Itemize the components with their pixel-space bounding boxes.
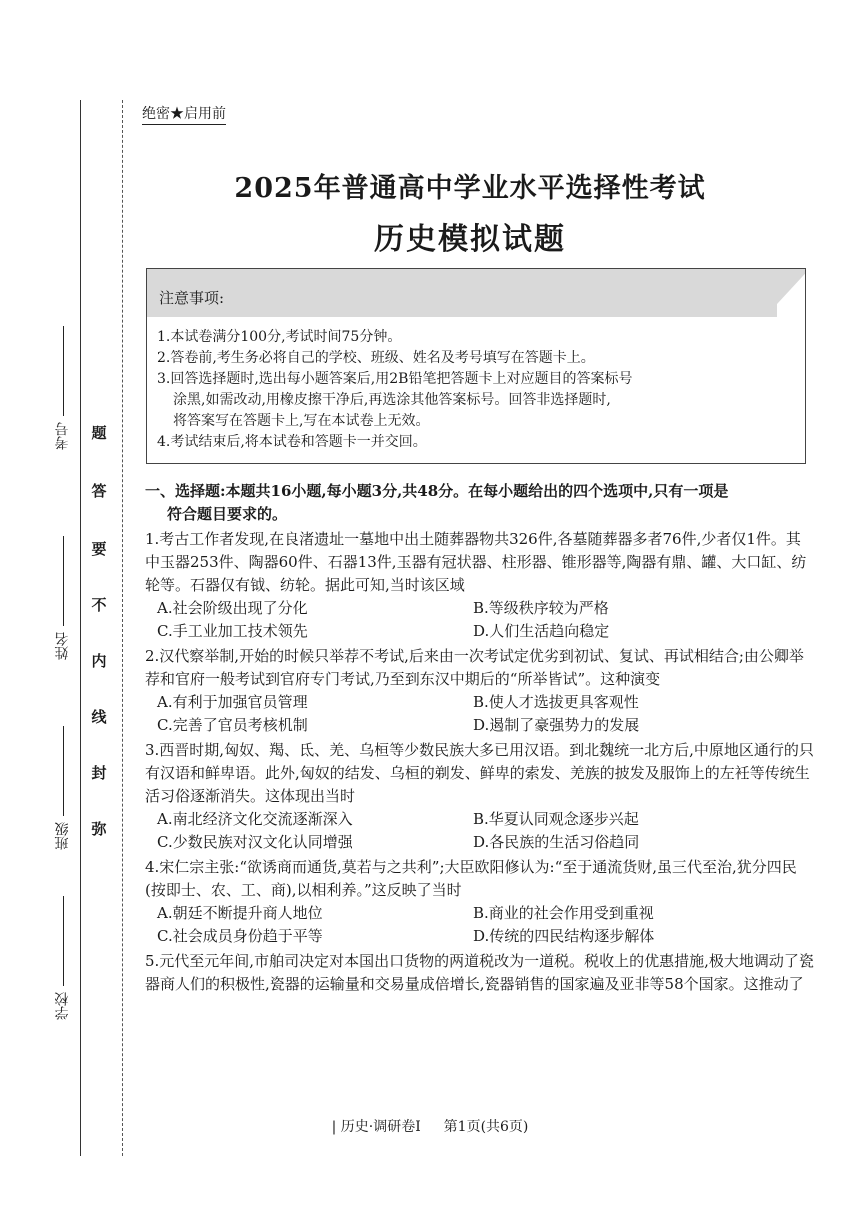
school-field[interactable]	[48, 860, 78, 1020]
seal-char-7: 答	[91, 482, 107, 500]
footer-page-number: 第1页(共6页)	[443, 1119, 529, 1135]
class-field[interactable]	[48, 690, 78, 850]
option-d[interactable]: D.传统的四民结构逐步解体	[473, 927, 655, 945]
notice-item: 2.答卷前,考生务必将自己的学校、班级、姓名及考号填写在答题卡上。	[157, 350, 595, 366]
option-c[interactable]: C.少数民族对汉文化认同增强	[157, 833, 353, 851]
footer-subject: 历史·调研卷Ⅰ	[340, 1119, 421, 1135]
seal-char-8: 题	[91, 424, 107, 442]
name-blank[interactable]	[62, 536, 64, 626]
name-label: 姓名	[54, 632, 71, 660]
section-title: 一、选择题:本题共16小题,每小题3分,共48分。在每小题给出的四个选项中,只有一项是	[145, 482, 729, 500]
question-options	[145, 597, 815, 643]
question-1	[145, 528, 815, 643]
question-area	[145, 480, 815, 996]
question-stem: 3.西晋时期,匈奴、羯、氐、羌、乌桓等少数民族大多已用汉语。到北魏统一北方后,中原地区通行的只有汉语和鲜卑语。此外,匈奴的结发、乌桓的剃发、鲜卑的索发、羌族的披发及服饰上的左衽等传统生活习俗逐渐消失。这体现出当时	[145, 741, 814, 805]
seal-char-2: 封	[91, 764, 107, 782]
option-a[interactable]: A.有利于加强官员管理	[157, 693, 308, 711]
question-stem: 1.考古工作者发现,在良渚遗址一墓地中出土随葬器物共326件,各墓随葬器多者76件,少者仅1件。其中玉器253件、陶器60件、石器13件,玉器有冠状器、柱形器、锥形器等,陶器有鼎、罐、大口缸、纺轮等。石器仅有钺、纺轮。据此可知,当时该区域	[145, 530, 807, 594]
question-options	[145, 691, 815, 737]
question-options	[145, 902, 815, 948]
exam-number-field[interactable]	[48, 290, 78, 450]
class-blank[interactable]	[62, 726, 64, 816]
notice-item: 1.本试卷满分100分,考试时间75分钟。	[157, 329, 402, 345]
notice-header-tab	[765, 269, 805, 317]
secret-label: 绝密★启用前	[142, 103, 226, 125]
option-c[interactable]: C.手工业加工技术领先	[157, 622, 308, 640]
exam-title: 2025年普通高中学业水平选择性考试	[234, 173, 706, 204]
question-3	[145, 739, 815, 854]
seal-char-3: 线	[91, 708, 107, 726]
school-label: 学校	[54, 992, 71, 1020]
section-heading	[145, 480, 815, 526]
seal-char-4: 内	[91, 652, 107, 670]
seal-char-1: 弥	[91, 820, 107, 838]
option-d[interactable]: D.人们生活趋向稳定	[473, 622, 610, 640]
notice-header-band	[147, 269, 777, 317]
exam-number-label: 考号	[54, 422, 71, 450]
notice-item: 涂黑,如需改动,用橡皮擦干净后,再选涂其他答案标号。回答非选择题时,	[173, 392, 611, 408]
option-b[interactable]: B.等级秩序较为严格	[473, 599, 609, 617]
option-a[interactable]: A.社会阶级出现了分化	[157, 599, 308, 617]
notice-list	[157, 327, 797, 453]
option-d[interactable]: D.各民族的生活习俗趋同	[473, 833, 640, 851]
class-label: 班级	[54, 822, 71, 850]
notice-title: 注意事项:	[159, 289, 225, 307]
option-c[interactable]: C.完善了官员考核机制	[157, 716, 308, 734]
question-options	[145, 808, 815, 854]
binding-line-outer	[80, 100, 81, 1156]
section-title-cont: 符合题目要求的。	[167, 505, 288, 523]
page-footer	[0, 1116, 860, 1136]
option-a[interactable]: A.朝廷不断提升商人地位	[157, 904, 323, 922]
option-c[interactable]: C.社会成员身份趋于平等	[157, 927, 323, 945]
notice-box	[146, 268, 806, 464]
option-b[interactable]: B.商业的社会作用受到重视	[473, 904, 654, 922]
binding-line-inner	[122, 100, 123, 1156]
question-4	[145, 856, 815, 948]
question-stem: 2.汉代察举制,开始的时候只举荐不考试,后来由一次考试定优劣到初试、复试、再试相结合;由公卿举荐和官府一般考试到官府专门考试,乃至到东汉中期后的“所举皆试”。这种演变	[145, 647, 804, 688]
option-b[interactable]: B.华夏认同观念逐步兴起	[473, 810, 639, 828]
seal-char-6: 要	[91, 540, 107, 558]
school-blank[interactable]	[62, 896, 64, 986]
question-2	[145, 645, 815, 737]
notice-item: 将答案写在答题卡上,写在本试卷上无效。	[173, 413, 430, 429]
question-5	[145, 950, 815, 996]
exam-number-blank[interactable]	[62, 326, 64, 416]
option-b[interactable]: B.使人才选拔更具客观性	[473, 693, 639, 711]
name-field[interactable]	[48, 500, 78, 660]
option-a[interactable]: A.南北经济文化交流逐渐深入	[157, 810, 353, 828]
question-stem: 4.宋仁宗主张:“欲诱商而通货,莫若与之共利”;大臣欧阳修认为:“至于通流货财,虽三代至治,犹分四民(按即士、农、工、商),以相利养。”这反映了当时	[145, 858, 797, 899]
option-d[interactable]: D.遏制了豪强势力的发展	[473, 716, 640, 734]
footer-separator: |	[331, 1119, 337, 1135]
seal-char-5: 不	[91, 596, 107, 614]
notice-item: 3.回答选择题时,选出每小题答案后,用2B铅笔把答题卡上对应题目的答案标号	[157, 371, 633, 387]
question-stem: 5.元代至元年间,市舶司决定对本国出口货物的两道税改为一道税。税收上的优惠措施,极大地调动了瓷器商人们的积极性,瓷器的运输量和交易量成倍增长,瓷器销售的国家遍及亚非等58个国家。这推动了	[145, 952, 814, 993]
notice-item: 4.考试结束后,将本试卷和答题卡一并交回。	[157, 434, 427, 450]
exam-subtitle: 历史模拟试题	[374, 222, 566, 257]
